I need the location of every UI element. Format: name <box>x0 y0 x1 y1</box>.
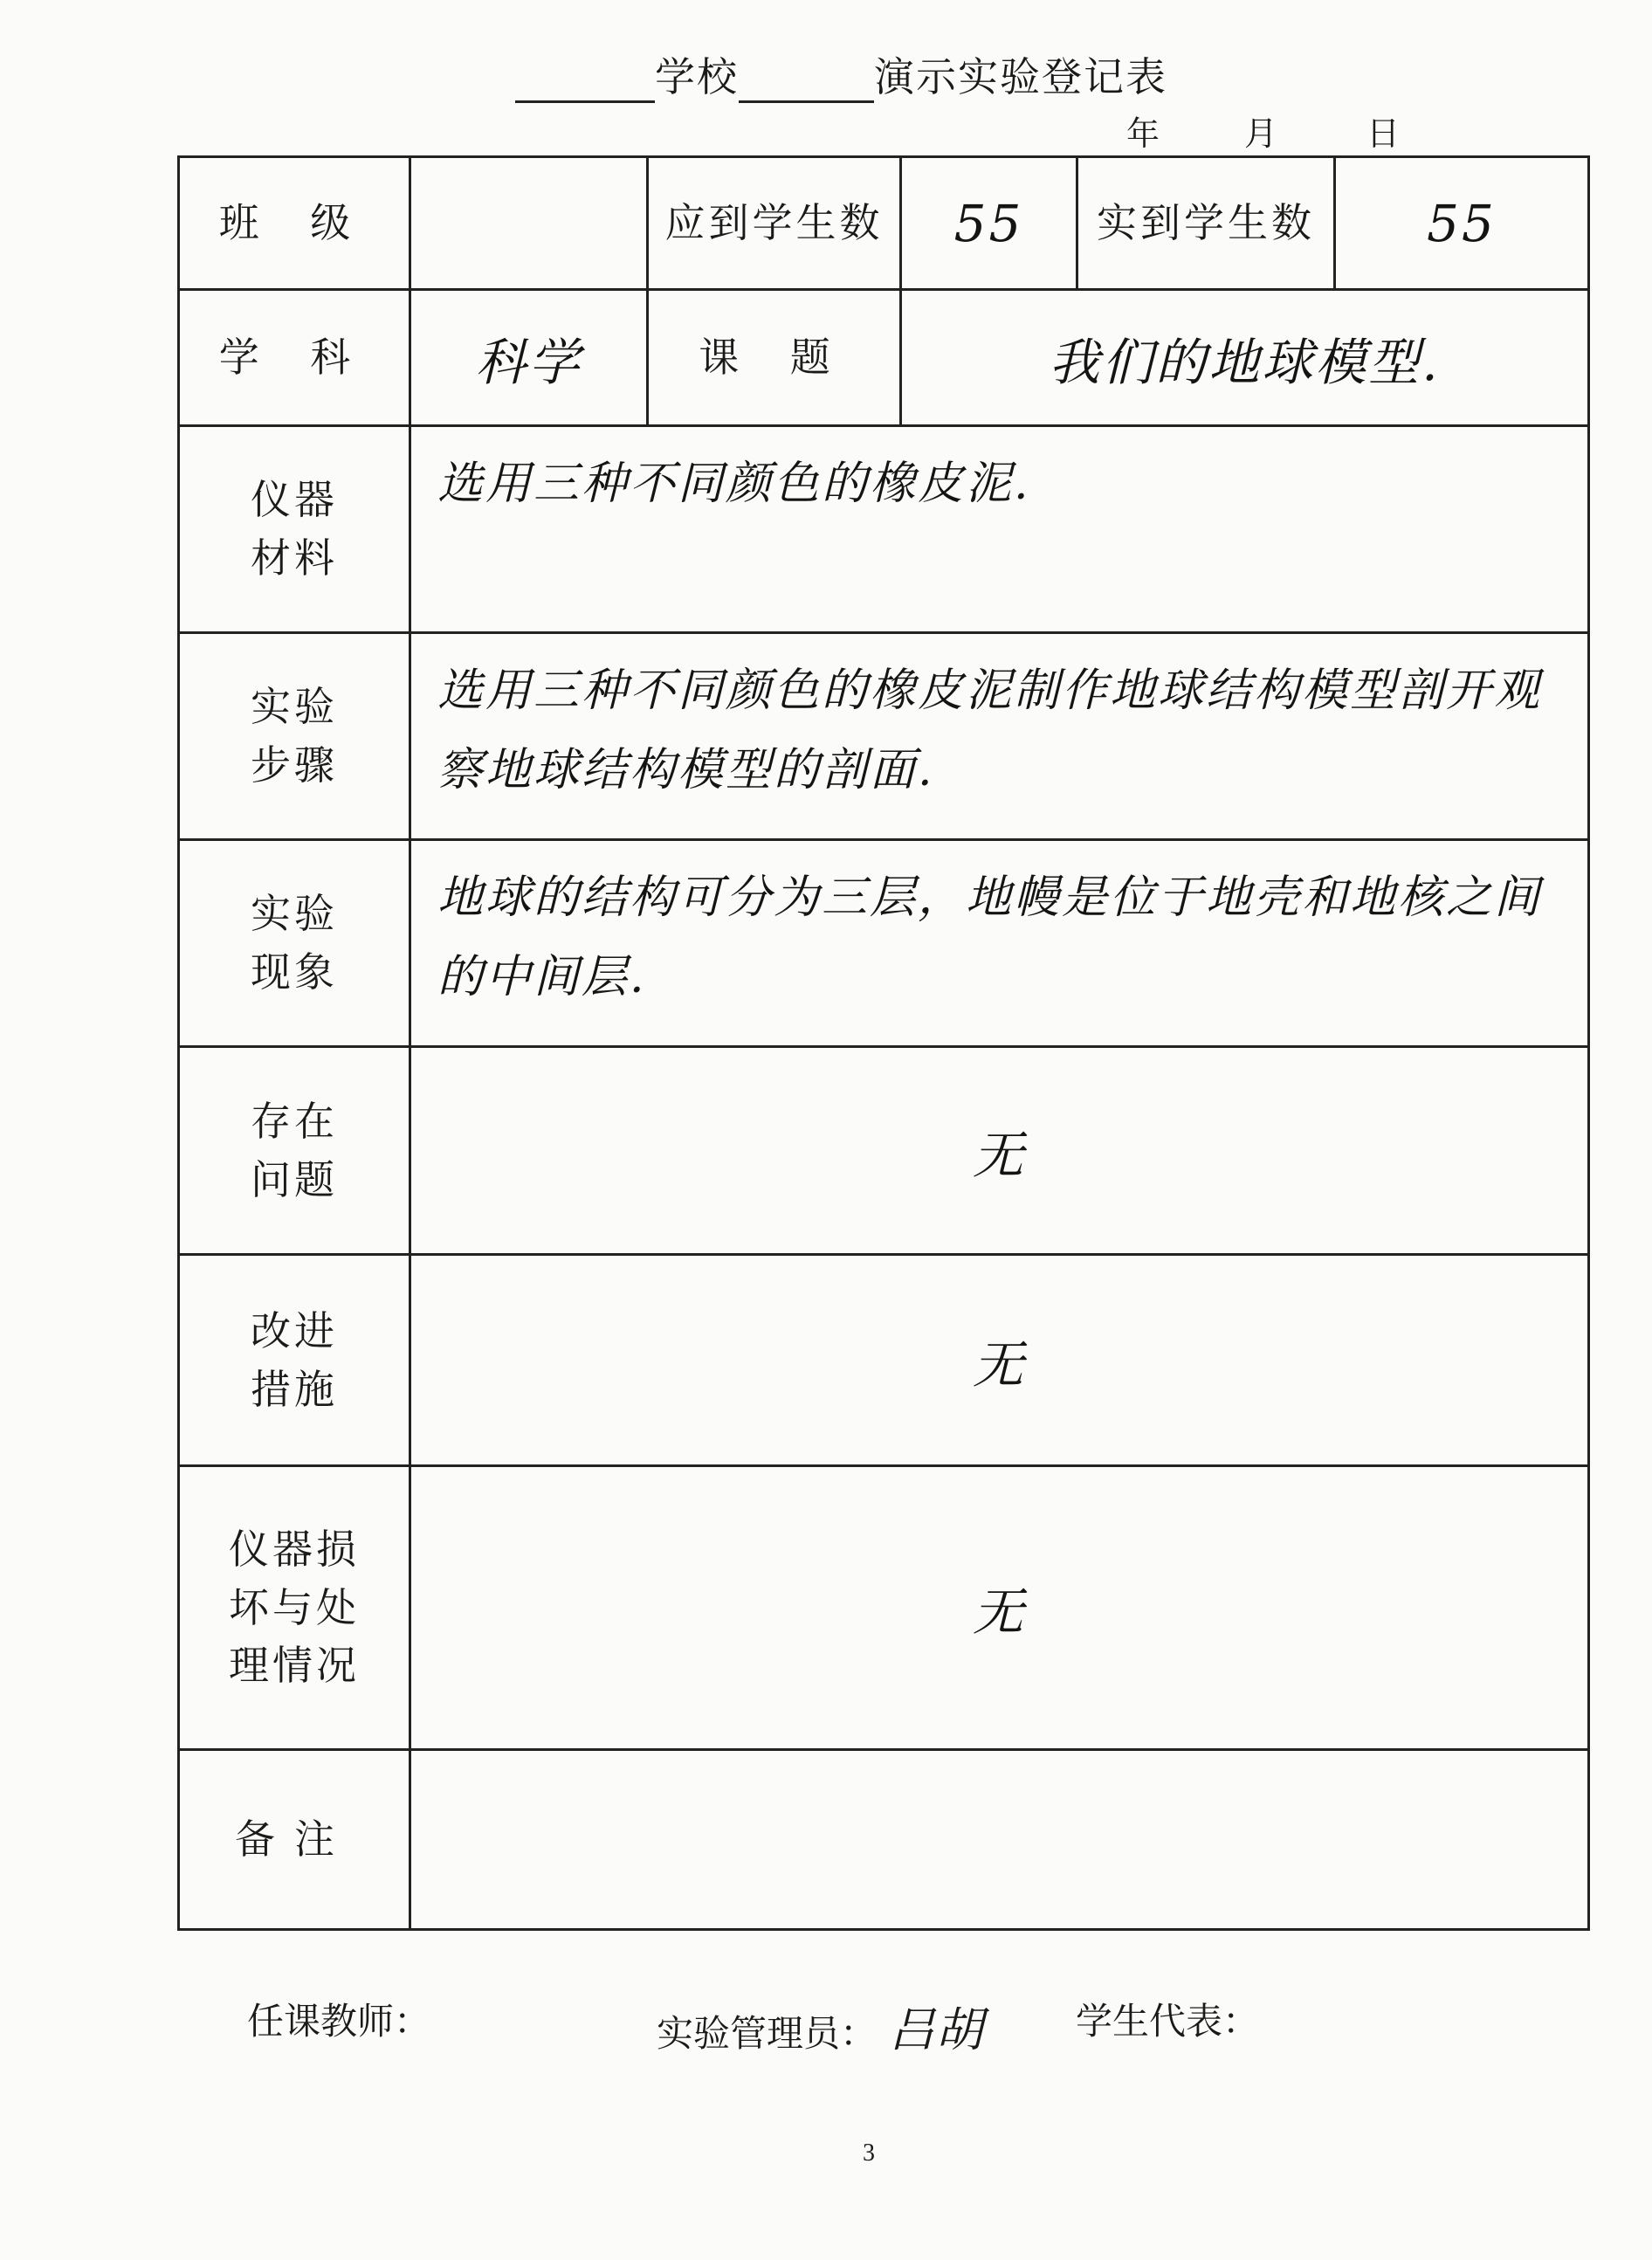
admin-signature[interactable]: 吕胡 <box>888 2002 983 2057</box>
problems-label <box>179 1047 410 1255</box>
expected-students-label: 应到学生数 <box>648 157 901 290</box>
row-improvements <box>179 1255 1589 1466</box>
subject-label: 学 科 <box>179 290 410 426</box>
title-school-text: 学校 <box>655 53 739 100</box>
class-value-field[interactable] <box>410 157 648 290</box>
phenomenon-label-line1: 实验 <box>251 890 338 938</box>
row-problems <box>179 1047 1589 1255</box>
teacher-signature-label: 任课教师： <box>247 2000 431 2043</box>
equipment-label-line2: 材料 <box>251 534 338 582</box>
topic-value[interactable]: 我们的地球模型. <box>901 290 1589 426</box>
problems-label-line2: 问题 <box>251 1155 338 1203</box>
admin-signature-label: 实验管理员： <box>657 2012 878 2055</box>
steps-label-line2: 步骤 <box>251 741 338 789</box>
actual-students-value[interactable]: 55 <box>1335 157 1589 290</box>
row-steps <box>179 633 1589 840</box>
remarks-label: 备注 <box>179 1750 410 1930</box>
date-year: 年 <box>1126 114 1160 153</box>
topic-label: 课 题 <box>648 290 901 426</box>
row-phenomenon <box>179 840 1589 1047</box>
improvements-label-line1: 改进 <box>251 1306 338 1354</box>
form-title <box>515 45 1167 103</box>
date-day: 日 <box>1366 114 1401 153</box>
expected-students-value[interactable]: 55 <box>901 157 1077 290</box>
steps-label-line1: 实验 <box>251 683 338 731</box>
title-main-text: 演示实验登记表 <box>874 53 1167 100</box>
improvements-value[interactable]: 无 <box>410 1255 1589 1466</box>
steps-label <box>179 633 410 840</box>
student-representative-label: 学生代表： <box>1076 2000 1260 2043</box>
row-class-info <box>179 157 1589 290</box>
phenomenon-label <box>179 840 410 1047</box>
damage-label-line2: 坏与处 <box>229 1583 360 1631</box>
steps-value[interactable]: 选用三种不同颜色的橡皮泥制作地球结构模型剖开观察地球结构模型的剖面. <box>410 633 1589 840</box>
row-remarks <box>179 1750 1589 1930</box>
damage-label <box>179 1466 410 1750</box>
actual-students-label: 实到学生数 <box>1077 157 1335 290</box>
row-subject <box>179 290 1589 426</box>
school-name-blank[interactable] <box>515 57 655 103</box>
admin-signature-group <box>657 1993 982 2060</box>
damage-value[interactable]: 无 <box>410 1466 1589 1750</box>
row-damage <box>179 1466 1589 1750</box>
row-equipment <box>179 426 1589 633</box>
class-label: 班 级 <box>179 157 410 290</box>
experiment-name-blank[interactable] <box>739 57 874 103</box>
equipment-label <box>179 426 410 633</box>
page-number: 3 <box>863 2139 875 2167</box>
equipment-label-line1: 仪器 <box>251 476 338 524</box>
registration-form-table <box>177 155 1590 1931</box>
phenomenon-value[interactable]: 地球的结构可分为三层，地幔是位于地壳和地核之间的中间层. <box>410 840 1589 1047</box>
phenomenon-label-line2: 现象 <box>251 948 338 996</box>
equipment-value[interactable]: 选用三种不同颜色的橡皮泥. <box>410 426 1589 633</box>
date-month: 月 <box>1244 114 1278 153</box>
problems-value[interactable]: 无 <box>410 1047 1589 1255</box>
problems-label-line1: 存在 <box>251 1097 338 1145</box>
improvements-label <box>179 1255 410 1466</box>
remarks-value[interactable] <box>410 1750 1589 1930</box>
improvements-label-line2: 措施 <box>251 1365 338 1413</box>
subject-value[interactable]: 科学 <box>410 290 648 426</box>
damage-label-line3: 理情况 <box>229 1642 360 1690</box>
damage-label-line1: 仪器损 <box>229 1525 360 1573</box>
